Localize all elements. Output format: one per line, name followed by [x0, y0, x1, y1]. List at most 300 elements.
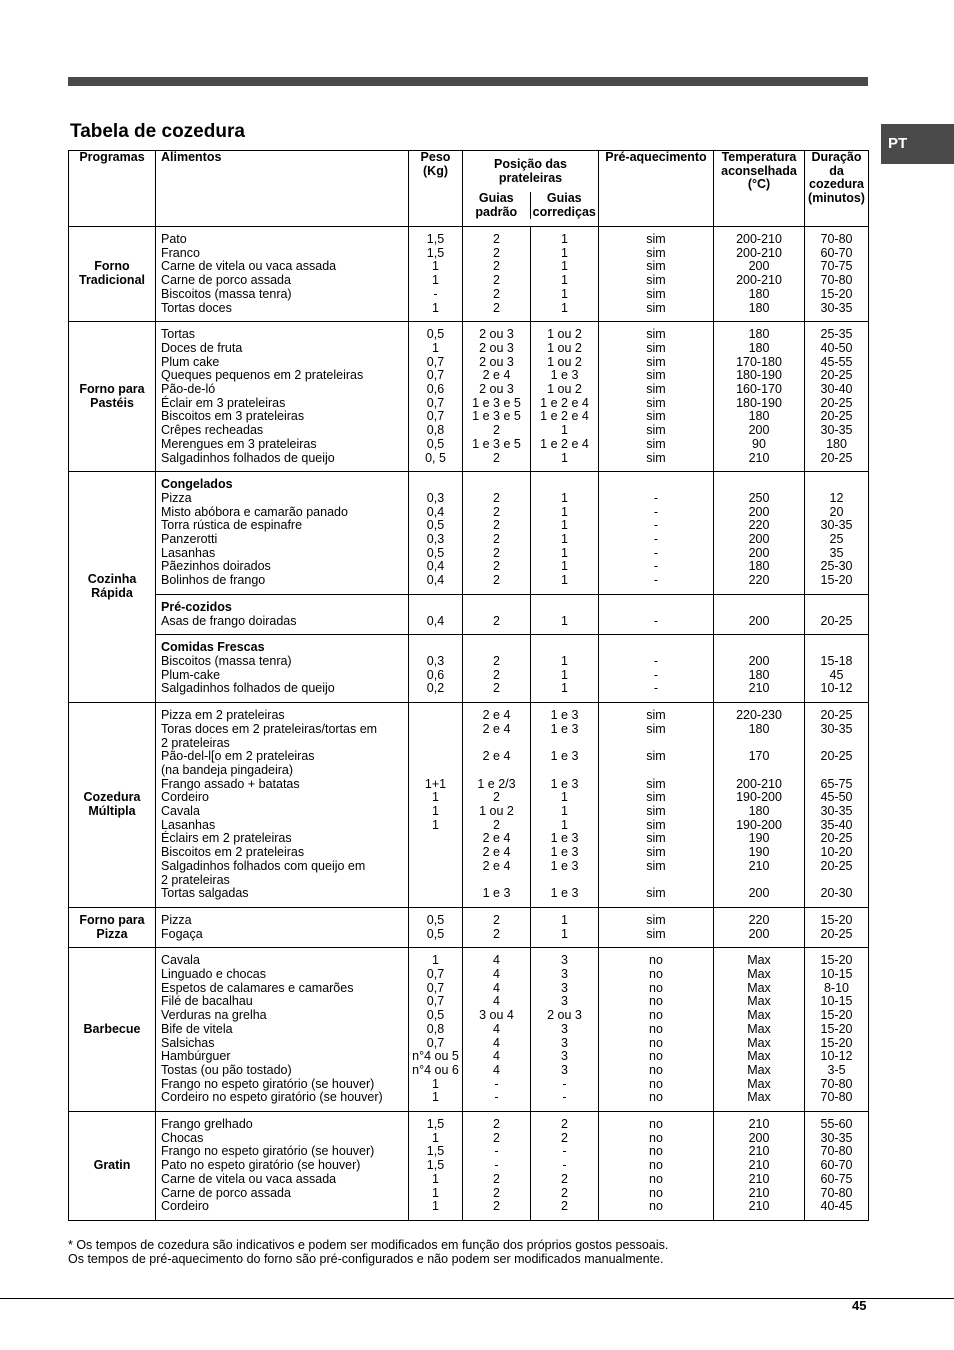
cell-value: 65-75	[820, 776, 853, 791]
cell-value: 15-20	[820, 953, 853, 968]
peso-column	[409, 227, 463, 322]
cell-value: 10-12	[820, 681, 853, 696]
cell-value: sim	[646, 382, 666, 397]
cell-value: 1	[561, 545, 568, 560]
cell-value	[599, 874, 713, 888]
cell-value	[714, 737, 804, 751]
cell-value: 2 ou 3	[479, 327, 514, 342]
cell-value: 1 e 2 e 4	[540, 436, 589, 451]
cell-value: no	[649, 1035, 663, 1050]
guias-padrao-column	[463, 907, 531, 947]
cell-value: 200	[748, 504, 770, 519]
program-row	[69, 227, 869, 322]
cell-value: 2 ou 3	[479, 354, 514, 369]
food-item: Bife de vitela	[161, 1021, 233, 1036]
cell-value: 25	[829, 532, 844, 547]
food-item: Salgadinhos folhados de queijo	[161, 450, 335, 465]
cell-value: 1 e 3	[550, 858, 579, 873]
food-item: Biscoitos em 2 prateleiras	[161, 845, 305, 860]
cell-value: 70-75	[820, 259, 853, 274]
cell-value: no	[649, 1062, 663, 1077]
cell-value: 2	[493, 259, 500, 274]
cell-value: 4	[493, 994, 500, 1009]
cell-value: 1	[561, 912, 568, 927]
cell-value: 2	[493, 653, 500, 668]
cell-value	[599, 764, 713, 778]
cell-value: 4	[493, 1049, 500, 1064]
cell-value: sim	[646, 790, 666, 805]
cell-value: 1	[561, 286, 568, 301]
cell-value: 20-25	[820, 749, 853, 764]
cell-value: 1	[561, 667, 568, 682]
cell-value: 20-25	[820, 708, 853, 723]
cell-value: 1,5	[426, 245, 445, 260]
cell-value: -	[653, 545, 659, 560]
cell-value	[409, 764, 462, 778]
cell-value: 200	[748, 423, 770, 438]
cell-value: 4	[493, 1021, 500, 1036]
guias-padrao-column	[463, 227, 531, 322]
cell-value: sim	[646, 423, 666, 438]
cell-value: no	[649, 1199, 663, 1214]
cell-value: 2	[493, 518, 500, 533]
cell-value: 3	[561, 980, 568, 995]
cell-value	[409, 846, 462, 860]
cell-value: no	[649, 980, 663, 995]
cell-value	[409, 709, 462, 723]
cell-value: 20	[829, 504, 844, 519]
cell-value: 2 ou 3	[479, 340, 514, 355]
cell-value: 3-5	[827, 1062, 846, 1077]
cell-value: 2 ou 3	[547, 1008, 582, 1023]
cell-value: 2	[493, 286, 500, 301]
cell-value: 0,7	[426, 409, 445, 424]
cell-value: 20-30	[820, 886, 853, 901]
duracao-column	[805, 703, 869, 908]
cell-value: Max	[747, 994, 771, 1009]
group-heading: Congelados	[161, 477, 233, 492]
peso-column	[409, 472, 463, 595]
cell-value: 70-80	[820, 232, 853, 246]
peso-column	[409, 703, 463, 908]
cell-value: 180	[748, 721, 770, 736]
cell-value: 2	[493, 1130, 500, 1145]
cell-value: -	[653, 653, 659, 668]
cell-value: 200-210	[736, 776, 782, 791]
cell-value: 2	[493, 817, 500, 832]
cell-value: 210	[748, 1171, 770, 1186]
cell-value: sim	[646, 395, 666, 410]
cell-value: 15-18	[820, 653, 853, 668]
cell-value: 210	[748, 1185, 770, 1200]
cell-value: 210	[748, 450, 770, 465]
pre-aquecimento-column	[599, 948, 714, 1112]
duracao-column	[805, 907, 869, 947]
cell-value: no	[649, 1090, 663, 1105]
guias-corredicas-column	[531, 472, 599, 595]
guias-corredicas-column	[531, 635, 599, 703]
footnote-line: * Os tempos de cozedura são indicativos e podem ser modificados em função dos próprios gostos pessoais.	[68, 1238, 669, 1252]
cell-value: 20-25	[820, 858, 853, 873]
cell-value: 180	[748, 409, 770, 424]
guias-padrao-column	[463, 472, 531, 595]
temperatura-column	[714, 594, 805, 634]
food-item: Salgadinhos folhados de queijo	[161, 681, 335, 696]
cell-value: 1 ou 2	[547, 340, 582, 355]
food-item: Tostas (ou pão tostado)	[161, 1062, 292, 1077]
cell-value: no	[649, 1144, 663, 1159]
page-title: Tabela de cozedura	[70, 121, 245, 142]
cell-value	[463, 737, 530, 751]
cell-value: 1	[561, 926, 568, 941]
cell-value: 40-45	[820, 1199, 853, 1214]
cell-value: 1 e 3	[550, 845, 579, 860]
cell-value: 2	[493, 681, 500, 696]
cell-value: sim	[646, 926, 666, 941]
cell-value: 35-40	[820, 817, 853, 832]
cell-value: 1 e 3 e 5	[472, 395, 521, 410]
food-item: Tortas salgadas	[161, 886, 249, 901]
cell-value	[463, 764, 530, 778]
cell-value: 170-180	[736, 354, 782, 369]
guias-padrao-column	[463, 635, 531, 703]
cell-value: 1	[561, 790, 568, 805]
cell-value: -	[653, 504, 659, 519]
cell-value: -	[562, 1144, 567, 1159]
cell-value: 1	[561, 559, 568, 574]
cell-value: Max	[747, 1076, 771, 1091]
food-item: Biscoitos (massa tenra)	[161, 653, 292, 668]
cell-value: 210	[748, 681, 770, 696]
cell-value: -	[494, 1076, 499, 1091]
food-item: Panzerotti	[161, 532, 218, 547]
cell-value: 4	[493, 1062, 500, 1077]
cell-value: 1,5	[426, 1117, 445, 1132]
program-row	[69, 594, 869, 634]
food-item: Plum-cake	[161, 667, 221, 682]
cell-value: 25-35	[820, 327, 853, 342]
cell-value: 2	[493, 532, 500, 547]
cell-value: 1	[561, 423, 568, 438]
food-item: Cordeiro no espeto giratório (se houver)	[161, 1090, 383, 1105]
cell-value: 1 ou 2	[547, 382, 582, 397]
food-item: Pato no espeto giratório (se houver)	[161, 1158, 361, 1173]
cell-value: 0,6	[426, 382, 445, 397]
food-item: Doces de fruta	[161, 340, 243, 355]
cell-value: 200-210	[736, 245, 782, 260]
cell-value: 180	[748, 327, 770, 342]
cell-value: Max	[747, 1021, 771, 1036]
food-item: Carne de porco assada	[161, 273, 291, 288]
food-item: Espetos de calamares e camarões	[161, 980, 354, 995]
cell-value: 1	[561, 573, 568, 588]
cell-value: 1	[561, 300, 568, 315]
cell-value: -	[562, 1090, 567, 1105]
cell-value: 0,3	[426, 653, 445, 668]
cell-value	[409, 832, 462, 846]
cell-value: sim	[646, 708, 666, 723]
cell-value: 200	[748, 259, 770, 274]
food-list	[156, 472, 409, 595]
cell-value	[805, 737, 868, 751]
cell-value: 20-25	[820, 926, 853, 941]
cell-value: sim	[646, 721, 666, 736]
cell-value: 220-230	[736, 708, 782, 723]
food-item: Carne de vitela ou vaca assada	[161, 1171, 337, 1186]
duracao-column	[805, 472, 869, 595]
cell-value: sim	[646, 273, 666, 288]
food-item: Cavala	[161, 804, 200, 819]
cell-value: 3	[561, 953, 568, 968]
cell-value: 2	[493, 423, 500, 438]
cell-value	[409, 860, 462, 874]
cell-value: 45-50	[820, 790, 853, 805]
cell-value: -	[653, 613, 659, 628]
cell-value: 1	[432, 1090, 439, 1105]
food-item: Cordeiro	[161, 1199, 209, 1214]
cell-value: Max	[747, 1008, 771, 1023]
cell-value: 2 e 4	[482, 721, 511, 736]
food-item: Éclairs em 2 prateleiras	[161, 831, 292, 846]
cell-value: 1	[432, 259, 439, 274]
cell-value: 35	[829, 545, 844, 560]
cell-value: 2 ou 3	[479, 382, 514, 397]
cell-value: 2	[493, 300, 500, 315]
program-row	[69, 635, 869, 703]
cell-value: 1 ou 2	[547, 327, 582, 342]
cell-value: -	[653, 559, 659, 574]
food-item: Misto abóbora e camarão panado	[161, 504, 348, 519]
cell-value: sim	[646, 436, 666, 451]
cell-value: 0, 5	[425, 450, 446, 465]
language-tab: PT	[881, 124, 954, 164]
program-name: Gratin	[69, 1112, 156, 1221]
program-name: Forno para Pizza	[69, 907, 156, 947]
cell-value: 0,7	[426, 354, 445, 369]
cell-value: 1	[432, 273, 439, 288]
cell-value: 1	[561, 803, 568, 818]
cell-value: 30-35	[820, 721, 853, 736]
cell-value: 2	[493, 613, 500, 628]
cell-value: n°4 ou 6	[412, 1062, 459, 1077]
temperatura-column	[714, 948, 805, 1112]
cell-value: 0,7	[426, 967, 445, 982]
food-item: (na bandeja pingadeira)	[161, 762, 294, 777]
cell-value: 1 e 3	[482, 886, 511, 901]
cell-value	[409, 723, 462, 737]
food-list	[156, 635, 409, 703]
cell-value: Max	[747, 953, 771, 968]
guias-padrao-column	[463, 594, 531, 634]
cell-value: -	[653, 667, 659, 682]
cell-value: 0,7	[426, 994, 445, 1009]
cell-value: 15-20	[820, 1008, 853, 1023]
cell-value: 90	[752, 436, 766, 451]
food-item: Pizza	[161, 912, 192, 927]
cell-value: sim	[646, 831, 666, 846]
header-duracao: Duração da cozedura (minutos)	[805, 151, 869, 227]
cell-value: 1,5	[426, 232, 445, 246]
cell-value: sim	[646, 817, 666, 832]
cell-value: 15-20	[820, 573, 853, 588]
food-item: Tortas doces	[161, 300, 232, 315]
food-item: Verduras na grelha	[161, 1008, 267, 1023]
guias-corredicas-column	[531, 322, 599, 472]
cell-value: sim	[646, 340, 666, 355]
cell-value: 20-25	[820, 831, 853, 846]
cell-value: 1 e 2 e 4	[540, 395, 589, 410]
cell-value: sim	[646, 354, 666, 369]
cell-value: -	[494, 1090, 499, 1105]
cell-value: 1	[432, 803, 439, 818]
food-item: Pãezinhos doirados	[161, 559, 271, 574]
cell-value: 180	[748, 667, 770, 682]
cell-value: 15-20	[820, 286, 853, 301]
cooking-table	[68, 150, 869, 1221]
cell-value: 30-35	[820, 803, 853, 818]
cell-value: 1	[432, 1130, 439, 1145]
header-alimentos: Alimentos	[156, 151, 409, 227]
cell-value: 190-200	[736, 817, 782, 832]
cell-value: 2	[561, 1199, 568, 1214]
cell-value: 4	[493, 967, 500, 982]
cell-value: 160-170	[736, 382, 782, 397]
cell-value: 2 e 4	[482, 858, 511, 873]
food-item: Carne de vitela ou vaca assada	[161, 259, 337, 274]
guias-corredicas-column	[531, 907, 599, 947]
duracao-column	[805, 322, 869, 472]
cell-value: 0,4	[426, 573, 445, 588]
cell-value: 2	[493, 1185, 500, 1200]
guias-padrao-column	[463, 948, 531, 1112]
cell-value: 210	[748, 1117, 770, 1132]
cell-value: 3	[561, 1021, 568, 1036]
cell-value: -	[494, 1144, 499, 1159]
header-bar	[68, 77, 868, 86]
program-name: Forno para Pastéis	[69, 322, 156, 472]
program-row	[69, 322, 869, 472]
cell-value: 25-30	[820, 559, 853, 574]
cell-value: 15-20	[820, 1035, 853, 1050]
food-item: Frango no espeto giratório (se houver)	[161, 1076, 375, 1091]
guias-padrao-column	[463, 703, 531, 908]
food-list	[156, 907, 409, 947]
cell-value: 2	[493, 559, 500, 574]
cell-value: sim	[646, 450, 666, 465]
header-guias-corredicas: Guias corrediças	[530, 192, 598, 219]
cell-value: -	[433, 286, 438, 301]
cell-value: 45	[829, 667, 844, 682]
cell-value: 4	[493, 980, 500, 995]
cell-value: sim	[646, 845, 666, 860]
cell-value: 3	[561, 1062, 568, 1077]
cell-value: 2 e 4	[482, 845, 511, 860]
food-item: Pizza	[161, 490, 192, 505]
program-row	[69, 948, 869, 1112]
temperatura-column	[714, 907, 805, 947]
cell-value: 0,3	[426, 532, 445, 547]
cell-value: sim	[646, 259, 666, 274]
guias-corredicas-column	[531, 594, 599, 634]
cell-value: 1 e 2/3	[477, 776, 516, 791]
cell-value: Max	[747, 1090, 771, 1105]
cell-value: 180-190	[736, 395, 782, 410]
cell-value: 0,5	[426, 436, 445, 451]
cell-value: 60-70	[820, 245, 853, 260]
cell-value: 20-25	[820, 613, 853, 628]
food-item: Filé de bacalhau	[161, 994, 253, 1009]
cell-value: 190	[748, 831, 770, 846]
cell-value: 30-35	[820, 518, 853, 533]
cell-value: 70-80	[820, 273, 853, 288]
cell-value: 1,5	[426, 1144, 445, 1159]
cell-value: sim	[646, 749, 666, 764]
food-item: Cavala	[161, 953, 200, 968]
cell-value: 4	[493, 1035, 500, 1050]
cell-value: 1 e 3	[550, 831, 579, 846]
cell-value: 0,4	[426, 504, 445, 519]
header-peso: Peso (Kg)	[409, 151, 463, 227]
program-row	[69, 703, 869, 908]
cell-value: 210	[748, 1199, 770, 1214]
cell-value: 1 e 3	[550, 886, 579, 901]
cell-value: Max	[747, 1062, 771, 1077]
cell-value: 1	[432, 1199, 439, 1214]
cell-value: 2	[493, 1117, 500, 1132]
cell-value: 0,5	[426, 926, 445, 941]
cell-value: 70-80	[820, 1144, 853, 1159]
cell-value: 200	[748, 545, 770, 560]
guias-corredicas-column	[531, 227, 599, 322]
header-posicao: Posição das prateleiras Guias padrão Guias corrediças	[463, 151, 599, 227]
cell-value: 1	[432, 1171, 439, 1186]
cell-value: no	[649, 994, 663, 1009]
cell-value: 200	[748, 532, 770, 547]
cell-value: 2 e 4	[482, 368, 511, 383]
cell-value: no	[649, 1008, 663, 1023]
cell-value: -	[562, 1076, 567, 1091]
food-item: Biscoitos em 3 prateleiras	[161, 409, 305, 424]
food-item: Pizza em 2 prateleiras	[161, 708, 285, 723]
cell-value: -	[653, 532, 659, 547]
cell-value: n°4 ou 5	[412, 1049, 459, 1064]
cell-value: 20-25	[820, 395, 853, 410]
cell-value: 60-75	[820, 1171, 853, 1186]
cell-value: sim	[646, 286, 666, 301]
cell-value: 1	[432, 1076, 439, 1091]
food-item: Pão-del-l[o em 2 prateleiras	[161, 749, 315, 764]
temperatura-column	[714, 635, 805, 703]
food-item: Frango no espeto giratório (se houver)	[161, 1144, 375, 1159]
cell-value: sim	[646, 327, 666, 342]
cell-value: 2	[493, 232, 500, 246]
cell-value: 70-80	[820, 1076, 853, 1091]
group-heading: Comidas Frescas	[161, 640, 265, 655]
cell-value: Max	[747, 980, 771, 995]
cell-value: 200-210	[736, 232, 782, 246]
peso-column	[409, 907, 463, 947]
cell-value: 2 e 4	[482, 831, 511, 846]
table-header-row	[69, 151, 869, 227]
temperatura-column	[714, 322, 805, 472]
food-item: Fogaça	[161, 926, 203, 941]
cell-value: no	[649, 1076, 663, 1091]
cell-value: 0,8	[426, 423, 445, 438]
cell-value: 2	[493, 926, 500, 941]
cell-value: 60-70	[820, 1158, 853, 1173]
cell-value: no	[649, 1130, 663, 1145]
cell-value: 2	[493, 790, 500, 805]
